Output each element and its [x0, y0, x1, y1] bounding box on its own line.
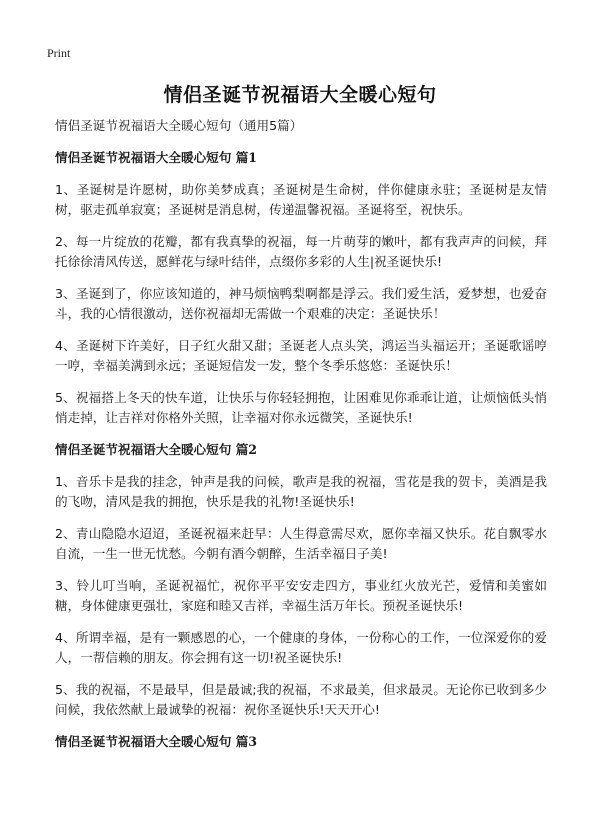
article-body: [55, 116, 547, 764]
intro-line: 情侣圣诞节祝福语大全暖心短句（通用5篇）: [55, 118, 303, 133]
paragraph: 4、圣诞树下许美好，日子红火甜又甜；圣诞老人点头笑，鸿运当头福运开；圣诞歌谣哼一哼，幸福美满到永远；圣诞短信发一发，整个冬季乐悠悠：圣诞快乐！: [55, 338, 547, 373]
paragraph: 4、所谓幸福，是有一颗感恩的心，一个健康的身体，一份称心的工作，一位深爱你的爱人，一帮信赖的朋友。你会拥有这一切!祝圣诞快乐!: [55, 630, 547, 665]
section-heading: 情侣圣诞节祝福语大全暖心短句 篇3: [55, 734, 258, 749]
paragraph: 1、音乐卡是我的挂念，钟声是我的问候，歌声是我的祝福，雪花是我的贺卡，美酒是我的飞吻，清风是我的拥抱，快乐是我的礼物!圣诞快乐!: [55, 474, 547, 509]
paragraph: 1、圣诞树是许愿树，助你美梦成真；圣诞树是生命树，伴你健康永驻；圣诞树是友情树，驱走孤单寂寞；圣诞树是消息树，传递温馨祝福。圣诞将至，祝快乐。: [55, 182, 547, 217]
paragraph: 5、祝福搭上冬天的快车道，让快乐与你轻轻拥抱，让困难见你乖乖让道，让烦恼低头悄悄走掉，让吉祥对你格外关照，让幸福对你永远微笑，圣诞快乐!: [55, 390, 547, 425]
section-3: [55, 732, 547, 752]
paragraph: 2、每一片绽放的花瓣，都有我真挚的祝福，每一片萌芽的嫩叶，都有我声声的问候，拜托徐徐清风传送，愿鲜花与绿叶结伴，点缀你多彩的人生|祝圣诞快乐!: [55, 234, 547, 269]
print-link[interactable]: Print: [47, 46, 71, 60]
section-1: [55, 148, 547, 428]
paragraph: 2、青山隐隐水迢迢，圣诞祝福来赶早：人生得意需尽欢，愿你幸福又快乐。花自飘零水自流，一生一世无忧愁。今朝有酒今朝醉，生活幸福日子美!: [55, 526, 547, 561]
paragraph: 3、圣诞到了，你应该知道的，神马烦恼鸭梨啊都是浮云。我们爱生活，爱梦想，也爱奋斗，我的心情很激动，送你祝福却无需做一个艰难的决定：圣诞快乐！: [55, 286, 547, 321]
paragraph: 5、我的祝福，不是最早，但是最诚;我的祝福，不求最美，但求最灵。无论你已收到多少问候，我依然献上最诚挚的祝福：祝你圣诞快乐!天天开心!: [55, 682, 547, 717]
page-title: 情侣圣诞节祝福语大全暖心短句: [163, 84, 437, 106]
paragraph: 3、铃儿叮当响，圣诞祝福忙，祝你平平安安走四方，事业红火放光芒，爱情和美蜜如糖，身体健康更强壮，家庭和睦又吉祥，幸福生活万年长。预祝圣诞快乐!: [55, 578, 547, 613]
section-heading: 情侣圣诞节祝福语大全暖心短句 篇1: [55, 150, 258, 165]
section-2: [55, 440, 547, 720]
section-heading: 情侣圣诞节祝福语大全暖心短句 篇2: [55, 442, 258, 457]
